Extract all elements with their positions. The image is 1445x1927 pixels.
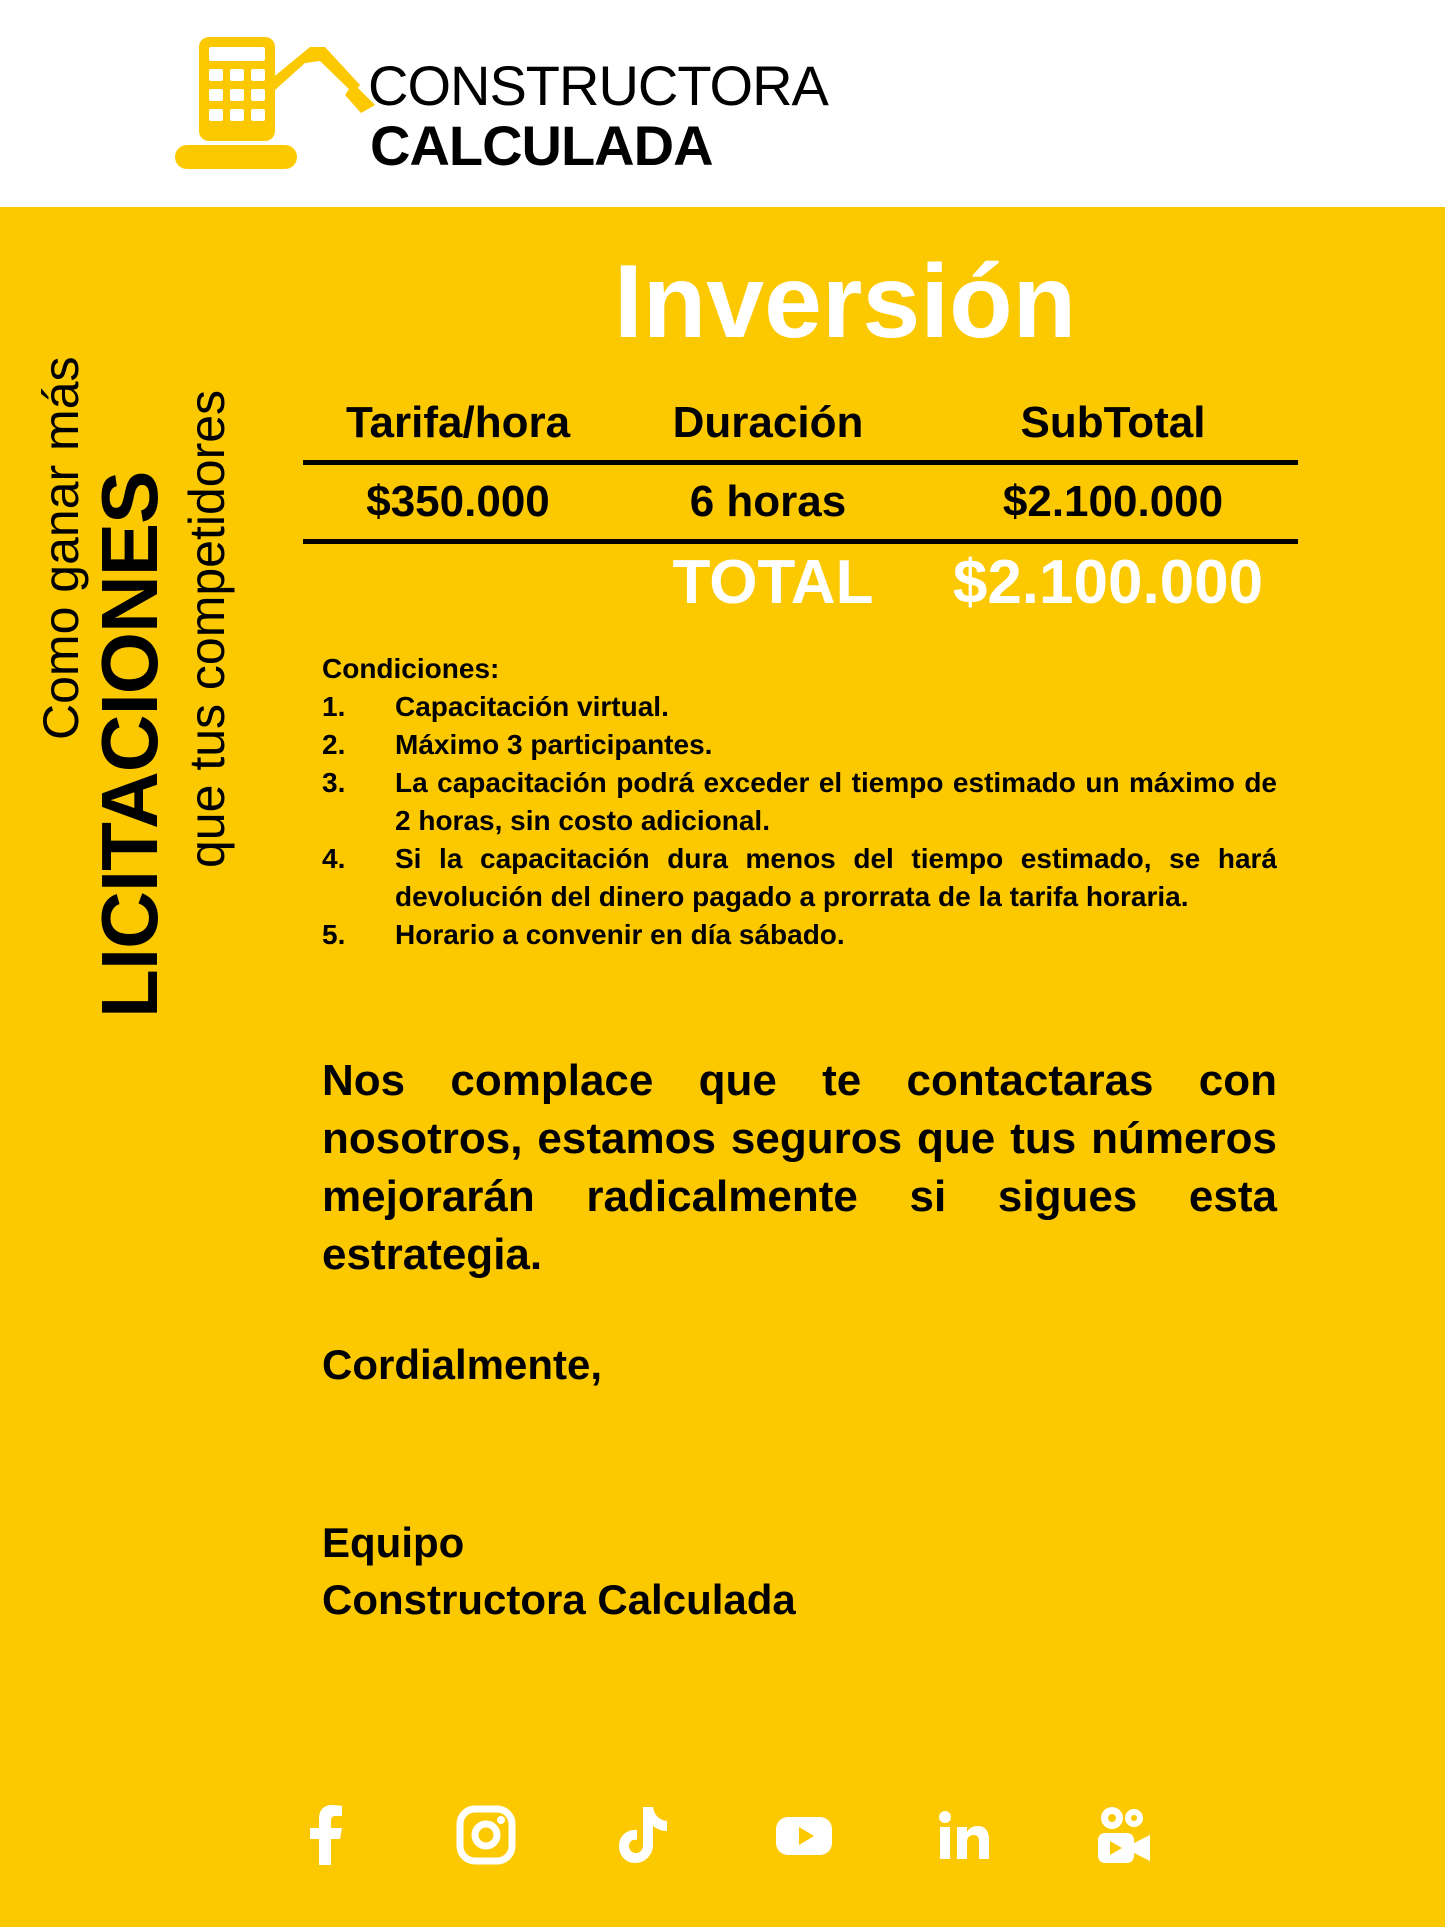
conditions-heading: Condiciones: (322, 653, 500, 684)
total-value: $2.100.000 (952, 548, 1264, 617)
table-row (303, 471, 1298, 539)
youtube-icon[interactable] (772, 1803, 836, 1867)
brand-name-line1: CONSTRUCTORA (368, 54, 828, 117)
brand-name-line2: CALCULADA (370, 114, 713, 177)
pricing-table (303, 392, 1298, 634)
page-title: Inversión (613, 244, 1077, 360)
closing-message: Nos complace que te contactaras con nosotros, estamos seguros que tus números mejorarán radicalmente si sigues esta estrategia. (322, 1056, 1277, 1279)
kuaishou-icon[interactable] (1090, 1803, 1154, 1867)
list-number: 5. (322, 919, 346, 950)
tagline-line1: Como ganar más (33, 356, 89, 740)
column-header: Tarifa/hora (345, 398, 571, 447)
table-cell: 6 horas (689, 477, 847, 526)
table-cell: $350.000 (366, 477, 550, 526)
list-number: 3. (322, 767, 346, 798)
list-item (322, 688, 1277, 726)
list-text: La capacitación podrá exceder el tiempo estimado un máximo de 2 horas, sin costo adicional. (395, 767, 1277, 836)
conditions (322, 650, 1277, 954)
list-item (322, 726, 1277, 764)
list-number: 1. (322, 691, 346, 722)
total-label: TOTAL (672, 548, 874, 617)
table-divider (303, 460, 1298, 465)
list-item (322, 764, 1277, 840)
vertical-tagline (10, 270, 240, 1030)
table-header-row (303, 392, 1298, 460)
list-text: Máximo 3 participantes. (395, 729, 713, 760)
calculator-excavator-icon (175, 35, 395, 170)
signature-line2: Constructora Calculada (322, 1576, 796, 1623)
list-text: Capacitación virtual. (395, 691, 669, 722)
tagline-line2: LICITACIONES (85, 471, 174, 1018)
closing-salutation: Cordialmente, (322, 1341, 603, 1388)
list-text: Horario a convenir en día sábado. (395, 919, 845, 950)
column-header: SubTotal (1020, 398, 1206, 447)
linkedin-icon[interactable] (931, 1803, 995, 1867)
header (0, 0, 1445, 207)
tiktok-icon[interactable] (613, 1803, 677, 1867)
column-header: Duración (672, 398, 864, 447)
list-item (322, 840, 1277, 916)
table-cell: $2.100.000 (1002, 477, 1224, 526)
total-row (303, 544, 1298, 634)
social-links (295, 1803, 1175, 1867)
facebook-icon[interactable] (295, 1803, 359, 1867)
list-text: Si la capacitación dura menos del tiempo estimado, se hará devolución del dinero pagado a prorrata de la tarifa horaria. (395, 843, 1277, 912)
signature-line1: Equipo (322, 1519, 465, 1566)
tagline-line3: que tus competidores (179, 389, 235, 868)
instagram-icon[interactable] (454, 1803, 518, 1867)
list-item (322, 916, 1277, 954)
list-number: 4. (322, 843, 346, 874)
list-number: 2. (322, 729, 346, 760)
